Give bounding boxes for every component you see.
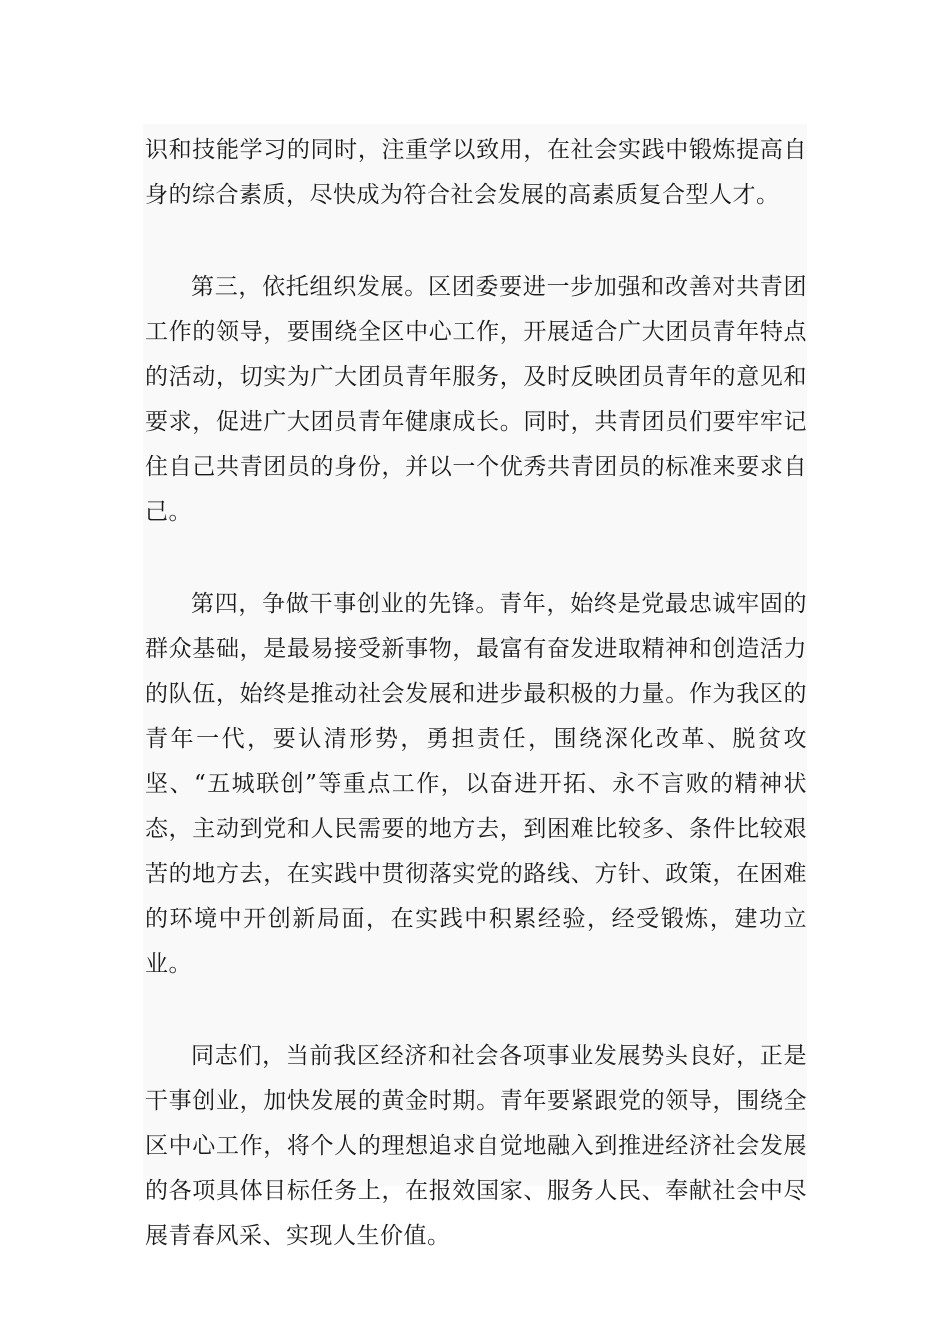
paragraph-fourth-point: 第四，争做干事创业的先锋。青年，始终是党最忠诚牢固的群众基础，是最易接受新事物，最富有奋发进取精神和创造活力的队伍，始终是推动社会发展和进步最积极的力量。作为我区的青年一代，要认清形势，勇担责任，围绕深化改革、脱贫攻坚、“五城联创”等重点工作，以奋进开拓、永不言败的精神状态，主动到党和人民需要的地方去，到困难比较多、条件比较艰苦的地方去，在实践中贯彻落实党的路线、方针、政策，在困难的环境中开创新局面，在实践中积累经验，经受锻炼，建功立业。 — [145, 591, 807, 977]
paragraph-gap — [145, 987, 807, 1034]
paragraph-gap — [145, 535, 807, 582]
paragraph-continuation: 识和技能学习的同时，注重学以致用，在社会实践中锻炼提高自身的综合素质，尽快成为符合社会发展的高素质复合型人才。 — [145, 137, 807, 208]
paragraph-gap — [145, 218, 807, 265]
paragraph-closing: 同志们，当前我区经济和社会各项事业发展势头良好，正是干事创业，加快发展的黄金时期。青年要紧跟党的领导，围绕全区中心工作，将个人的理想追求自觉地融入到推进经济社会发展的各项具体目标任务上，在报效国家、服务人民、奉献社会中尽展青春风采、实现人生价值。 — [145, 1043, 807, 1249]
paragraph-third-point: 第三，依托组织发展。区团委要进一步加强和改善对共青团工作的领导，要围绕全区中心工作，开展适合广大团员青年特点的活动，切实为广大团员青年服务，及时反映团员青年的意见和要求，促进广大团员青年健康成长。同时，共青团员们要牢牢记住自己共青团员的身份，并以一个优秀共青团员的标准来要求自己。 — [145, 274, 807, 525]
document-body — [143, 124, 807, 1249]
